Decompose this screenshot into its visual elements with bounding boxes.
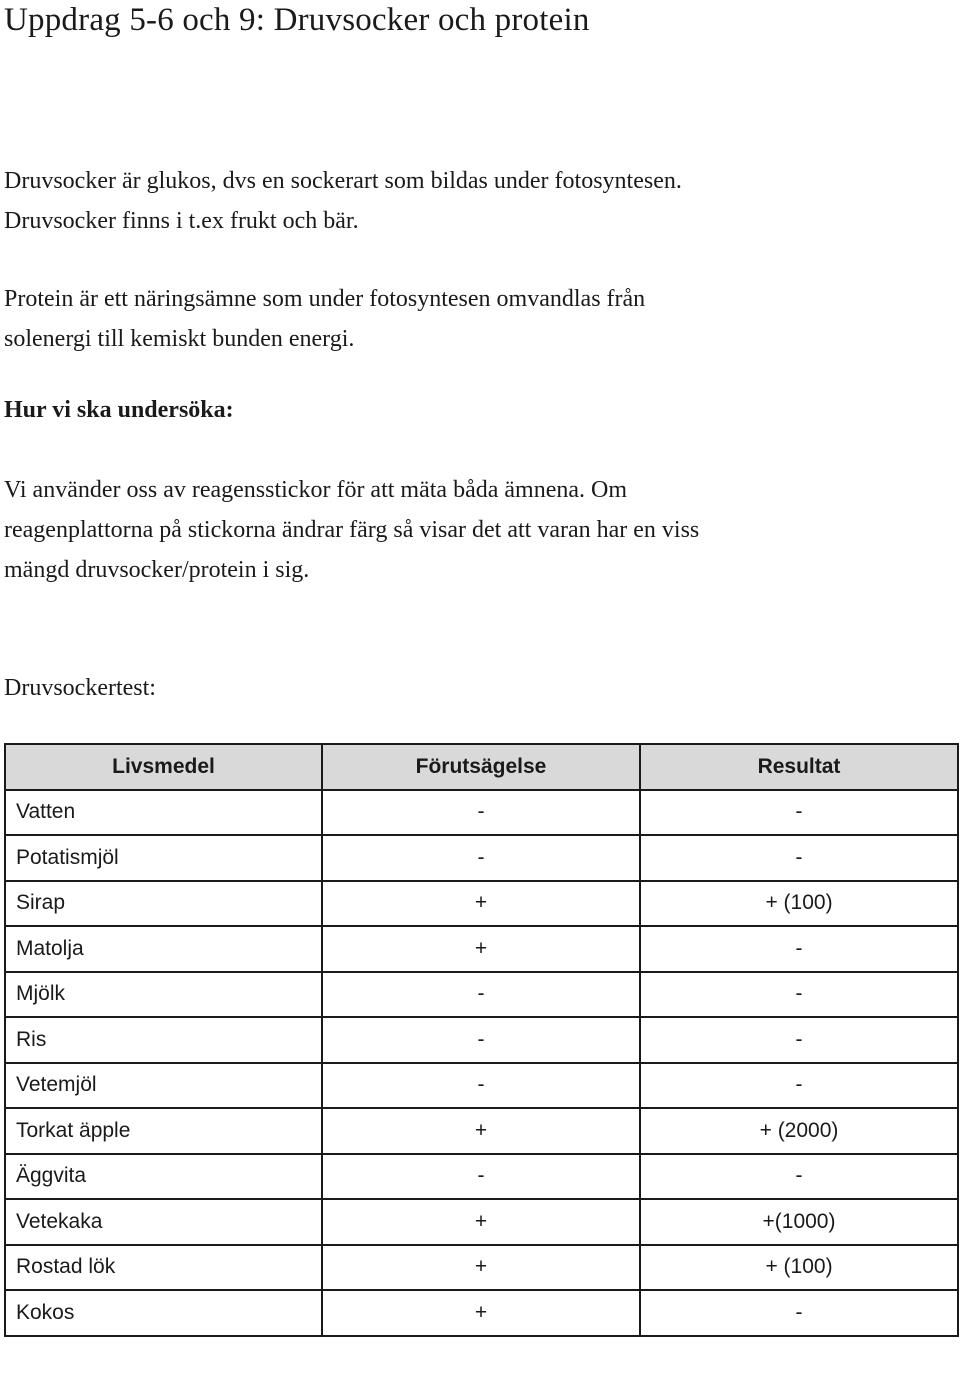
- paragraph-line: reagenplattorna på stickorna ändrar färg så visar det att varan har en viss: [4, 517, 700, 543]
- result-cell: -: [640, 926, 958, 972]
- paragraph-line: Druvsocker är glukos, dvs en sockerart som bildas under fotosyntesen.: [4, 168, 682, 194]
- result-cell: -: [640, 1063, 958, 1109]
- prediction-cell: -: [322, 835, 640, 881]
- food-cell: Torkat äpple: [5, 1108, 322, 1154]
- result-cell: -: [640, 1290, 958, 1336]
- column-header-food: Livsmedel: [5, 744, 322, 790]
- food-cell: Äggvita: [5, 1154, 322, 1200]
- table-row: [5, 1154, 958, 1200]
- table-row: [5, 790, 958, 836]
- table-row: [5, 1017, 958, 1063]
- table-row: [5, 1199, 958, 1245]
- result-cell: -: [640, 835, 958, 881]
- prediction-cell: -: [322, 1017, 640, 1063]
- paragraph-glucose: [4, 161, 944, 241]
- food-cell: Vatten: [5, 790, 322, 836]
- food-cell: Kokos: [5, 1290, 322, 1336]
- food-cell: Mjölk: [5, 972, 322, 1018]
- prediction-cell: +: [322, 1245, 640, 1291]
- result-cell: -: [640, 972, 958, 1018]
- page-title: Uppdrag 5-6 och 9: Druvsocker och protein: [4, 2, 590, 38]
- result-cell: + (100): [640, 881, 958, 927]
- food-cell: Rostad lök: [5, 1245, 322, 1291]
- section-label-glucose-test: Druvsockertest:: [4, 675, 156, 701]
- paragraph-line: mängd druvsocker/protein i sig.: [4, 557, 310, 583]
- table-row: [5, 1108, 958, 1154]
- table-header-row: [5, 744, 958, 790]
- food-cell: Matolja: [5, 926, 322, 972]
- column-header-result: Resultat: [640, 744, 958, 790]
- result-cell: + (100): [640, 1245, 958, 1291]
- prediction-cell: -: [322, 972, 640, 1018]
- prediction-cell: +: [322, 1108, 640, 1154]
- prediction-cell: +: [322, 926, 640, 972]
- result-cell: +(1000): [640, 1199, 958, 1245]
- prediction-cell: +: [322, 1290, 640, 1336]
- table-row: [5, 926, 958, 972]
- prediction-cell: -: [322, 790, 640, 836]
- paragraph-line: Vi använder oss av reagensstickor för att mäta båda ämnena. Om: [4, 477, 627, 503]
- prediction-cell: +: [322, 881, 640, 927]
- paragraph-protein: [4, 279, 944, 359]
- food-cell: Sirap: [5, 881, 322, 927]
- table-row: [5, 835, 958, 881]
- prediction-cell: +: [322, 1199, 640, 1245]
- result-cell: -: [640, 1017, 958, 1063]
- paragraph-line: solenergi till kemiskt bunden energi.: [4, 326, 355, 352]
- table-row: [5, 1290, 958, 1336]
- food-cell: Potatismjöl: [5, 835, 322, 881]
- column-header-prediction: Förutsägelse: [322, 744, 640, 790]
- result-cell: -: [640, 1154, 958, 1200]
- paragraph-line: Protein är ett näringsämne som under fotosyntesen omvandlas från: [4, 286, 646, 312]
- method-heading: Hur vi ska undersöka:: [4, 397, 234, 423]
- result-cell: + (2000): [640, 1108, 958, 1154]
- result-cell: -: [640, 790, 958, 836]
- paragraph-line: Druvsocker finns i t.ex frukt och bär.: [4, 208, 359, 234]
- paragraph-method: [4, 470, 944, 590]
- results-table: [4, 743, 959, 1337]
- prediction-cell: -: [322, 1063, 640, 1109]
- table-row: [5, 881, 958, 927]
- food-cell: Vetekaka: [5, 1199, 322, 1245]
- table-row: [5, 1063, 958, 1109]
- table-row: [5, 1245, 958, 1291]
- food-cell: Vetemjöl: [5, 1063, 322, 1109]
- table-row: [5, 972, 958, 1018]
- food-cell: Ris: [5, 1017, 322, 1063]
- prediction-cell: -: [322, 1154, 640, 1200]
